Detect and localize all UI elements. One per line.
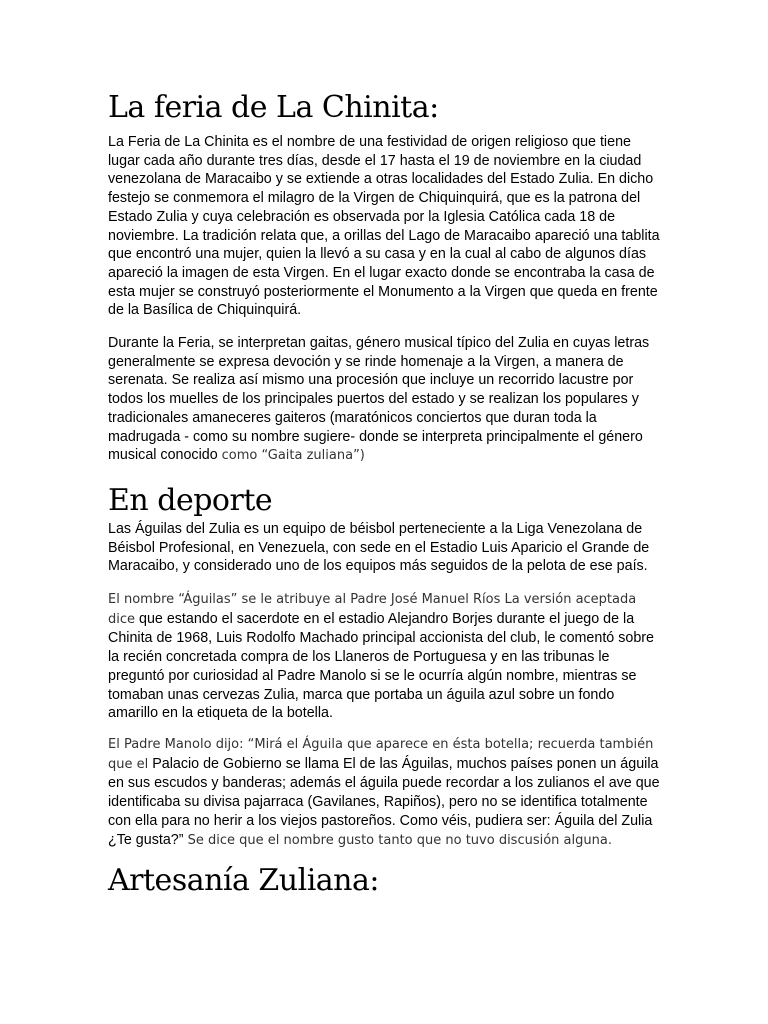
paragraph-deporte-padre-manolo-head: El Padre Manolo dijo: “Mirá el Águila que aparece en ésta botella; recuerda también que el [108, 737, 654, 772]
paragraph-deporte-padre-manolo-main: Palacio de Gobierno se llama El de las Águilas, muchos países ponen un águila en sus escudos y banderas; además el águila puede recordar a los zulianos el ave que identificaba su divisa pajarraca (Gavilanes, Rapiños), pero no se identifica totalmente con ella para no herir a los viejos pastoreños. Como véis, pudiera ser: Águila del Zulia ¿Te gusta?” [108, 755, 660, 848]
section-title-deporte: En deporte [108, 483, 273, 518]
paragraph-deporte-padre-manolo-tail: Se dice que el nombre gusto tanto que no tuvo discusión alguna. [183, 832, 612, 848]
paragraph-deporte-nombre [108, 590, 664, 723]
paragraph-feria-gaitas-main: Durante la Feria, se interpretan gaitas, género musical típico del Zulia en cuyas letras generalmente se expresa devoción y se rinde homenaje a la Virgen, a manera de serenata. Se realiza así mismo una procesión que incluye un recorrido lacustre por todos los muelles de los principales puertos del estado y se realizan los populares y tradicionales amaneceres gaiteros (maratónicos conciertos que duran toda la madrugada - como su nombre sugiere- donde se interpreta principalmente el género musical conocido [108, 335, 650, 464]
section-title-artesania: Artesanía Zuliana: [108, 863, 379, 898]
paragraph-feria-gaitas-tail: como “Gaita zuliana”) [221, 448, 365, 464]
paragraph-deporte-aguilas: Las Águilas del Zulia es un equipo de béisbol perteneciente a la Liga Venezolana de Béisbol Profesional, en Venezuela, con sede en el Estadio Luis Aparicio el Grande de Maracaibo, y considerado uno de los equipos más seguidos de la pelota de ese país. [108, 521, 650, 575]
paragraph-deporte-nombre-head: El nombre “Águilas” se le atribuye al Padre José Manuel Ríos La versión aceptada dice [108, 592, 637, 627]
paragraph-feria-history: La Feria de La Chinita es el nombre de una festividad de origen religioso que tiene lugar cada año durante tres días, desde el 17 hasta el 19 de noviembre en la ciudad venezolana de Maracaibo y se extiende a otras localidades del Estado Zulia. En dicho festejo se conmemora el milagro de la Virgen de Chiquinquirá, que es la patrona del Estado Zulia y cuya celebración es observada por la Iglesia Católica cada 18 de noviembre. La tradición relata que, a orillas del Lago de Maracaibo apareció una tablita que encontró una mujer, quien la llevó a su casa y en la cual al cabo de algunos días apareció la imagen de esta Virgen. En el lugar exacto donde se encontraba la casa de esta mujer se construyó posteriormente el Monumento a la Virgen que queda en frente de la Basílica de Chiquinquirá. [108, 134, 660, 319]
paragraph-deporte-nombre-main: que estando el sacerdote en el estadio Alejandro Borjes durante el juego de la Chinita de 1968, Luis Rodolfo Machado principal accionista del club, le comentó sobre la recién concretada compra de los Llaneros de Portuguesa y en las tribunas le preguntó por curiosidad al Padre Manolo si se le ocurría algún nombre, mientras se tomaban unas cervezas Zulia, marca que portaba un águila azul sobre un fondo amarillo en la etiqueta de la botella. [108, 610, 654, 722]
paragraph-feria-gaitas [108, 334, 664, 466]
section-title-feria: La feria de La Chinita: [108, 90, 439, 125]
paragraph-deporte-padre-manolo [108, 735, 664, 850]
